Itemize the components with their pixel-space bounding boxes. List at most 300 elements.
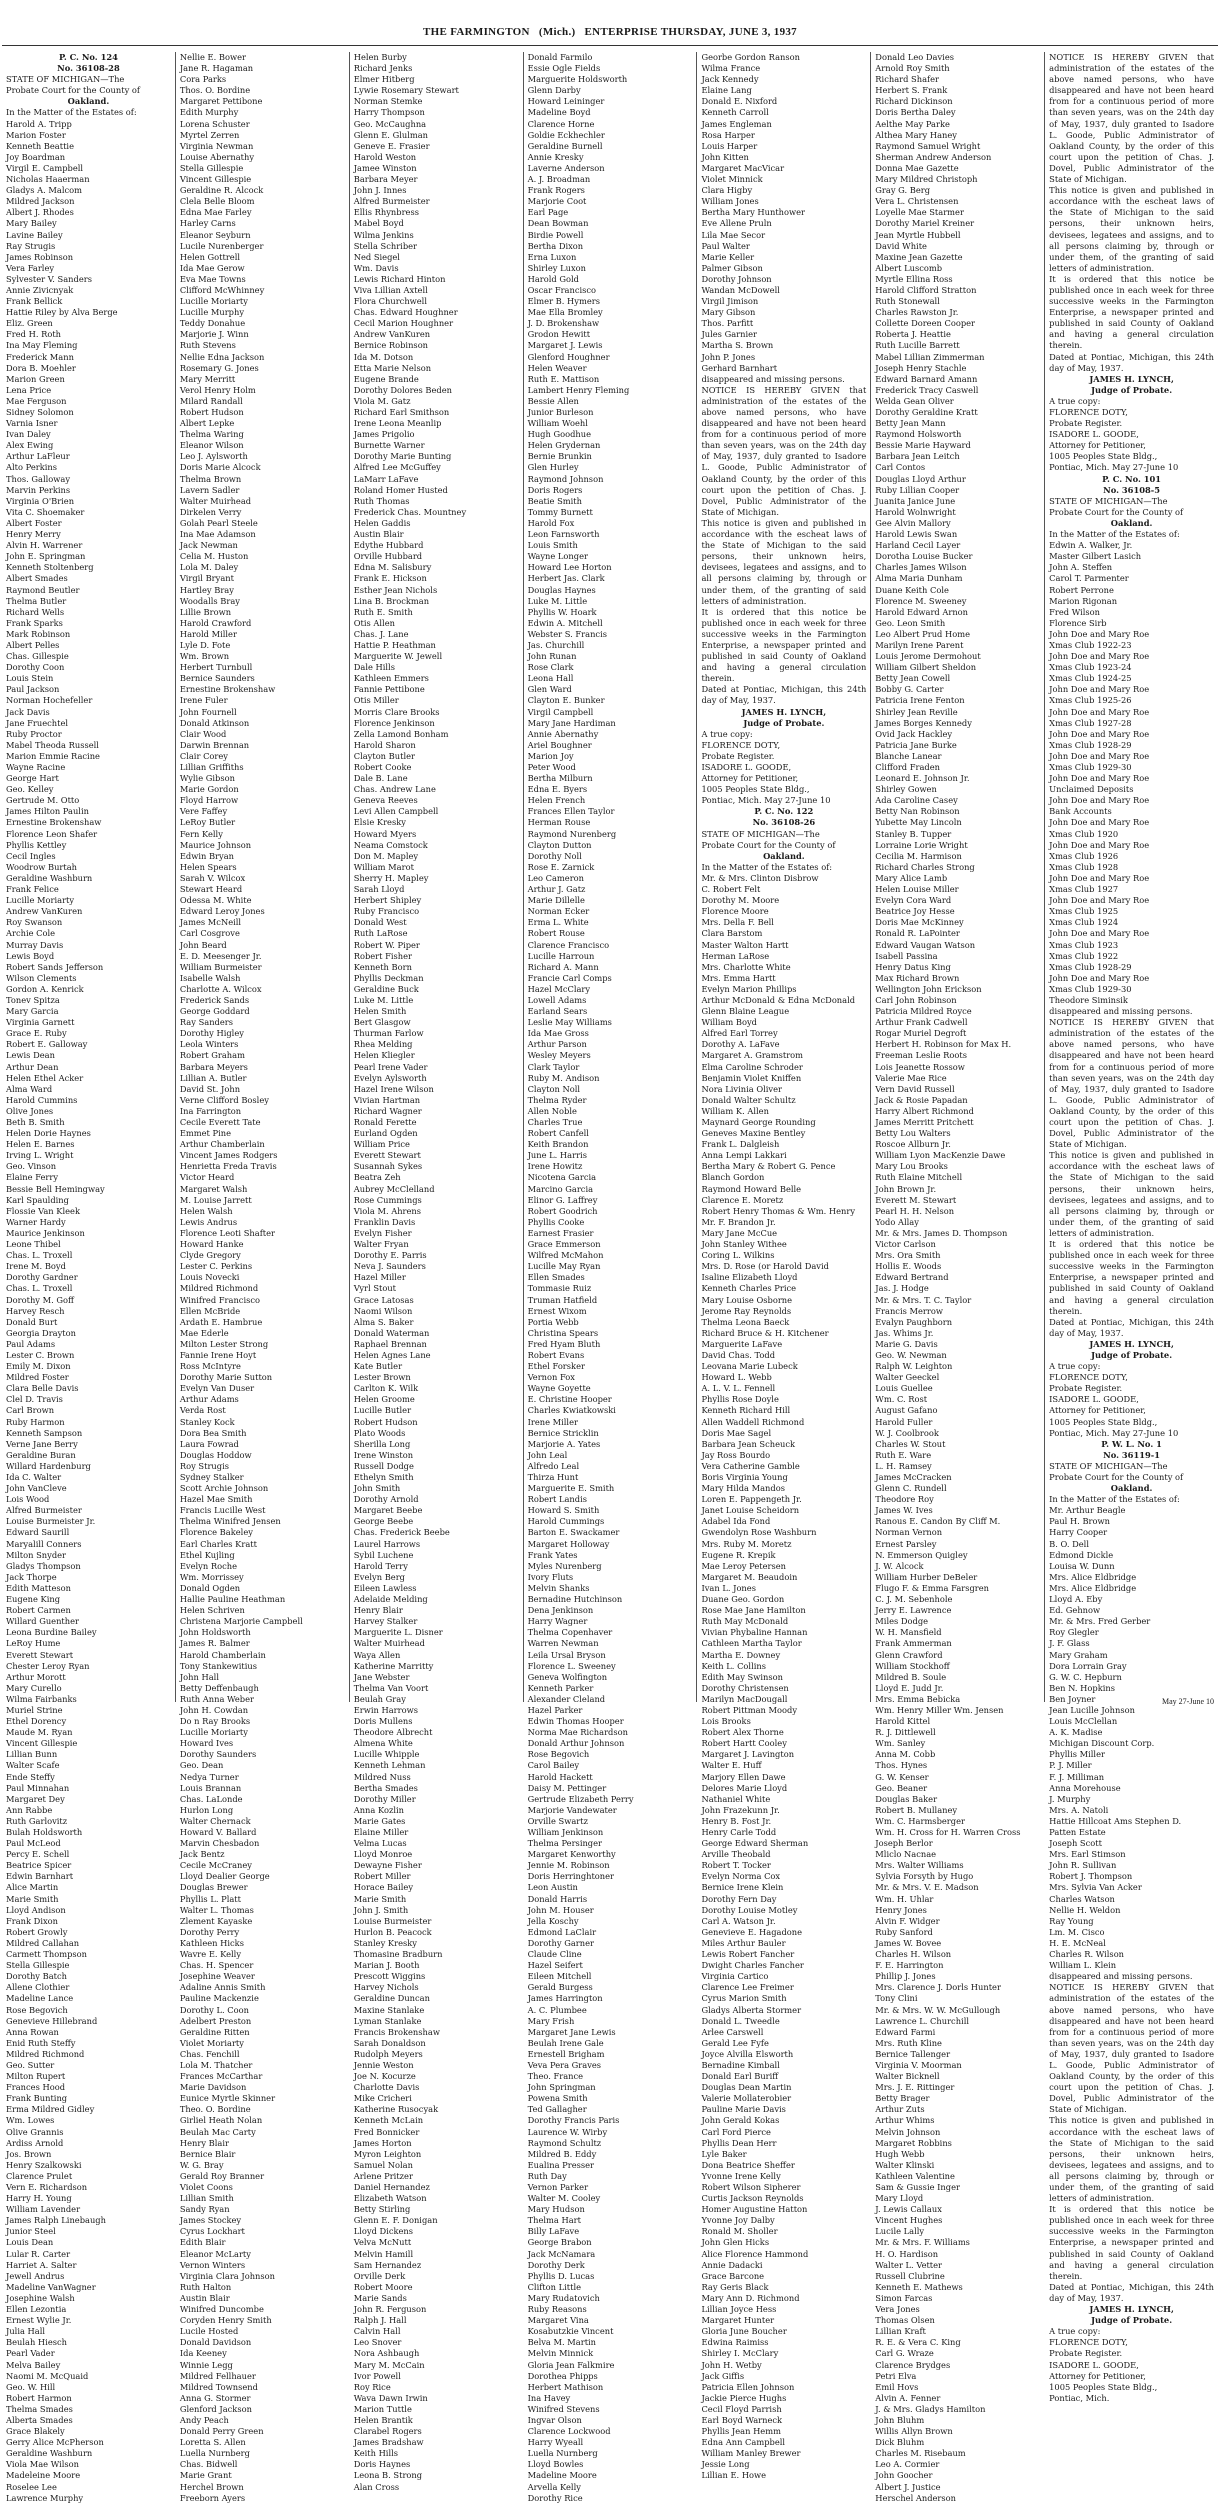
list-item: Raymond Schultz [527, 2137, 602, 2148]
list-item: Chas. J. Lane [353, 628, 409, 639]
list-item: Mary Lloyd [875, 2193, 924, 2204]
notice-paragraph: NOTICE IS HEREBY GIVEN that administration of the estates of the above named persons, who have disappeared and have not been heard from for a continuous period of more than seven years, was on the 24th day of May, 1937, duly granted to Isadore L. Goode, Public Administrator of Oakland County, by the order of this court upon the petition of Chas. J. Dovel, Public Administrator of the State of Michigan. [1049, 1982, 1215, 2115]
list-item: Probate Register. [1049, 418, 1123, 429]
list-item: Xmas Club 1923 [1049, 939, 1119, 950]
list-item: Lm. M. Cisco [1049, 1926, 1105, 1937]
list-item: M. Louise Jarrett [179, 1194, 252, 1205]
list-item: Norman Vernon [875, 1527, 943, 1538]
list-item: Elinor G. Laffrey [527, 1194, 598, 1205]
list-item: Raymond Johnson [527, 473, 604, 484]
list-item: Kosabutzkie Vincent [527, 2326, 614, 2337]
list-item: Mabel Boyd [353, 218, 404, 229]
list-item: George Edward Sherman [701, 1838, 809, 1849]
list-item: Carol T. Parmenter [1049, 573, 1129, 584]
list-item: Ina Havey [527, 2392, 571, 2403]
list-item: Pontiac, Mich. May 27-June 10 [1049, 462, 1179, 473]
list-item: Ivan L. Jones [701, 1582, 756, 1593]
list-item: Flugo F. & Emma Farsgren [875, 1582, 990, 1593]
notice-paragraph: This notice is given and published in accordance with the escheat laws of the State of Michigan to the said persons, their unknown heirs, devisees, legatees and assigns, and to all persons claiming by, through or under them, of the granting of said letters of administration. [1049, 185, 1215, 273]
list-item: John Hall [179, 1671, 219, 1682]
list-item: Bernice Saunders [179, 673, 255, 684]
list-item: Frances Ellen Taylor [527, 806, 615, 817]
list-item: Ellen McBride [179, 1305, 241, 1316]
list-item: Geneve E. Frasier [353, 140, 430, 151]
list-item: John VanCleve [6, 1483, 67, 1494]
list-item: William Boyd [701, 1017, 757, 1028]
list-item: Keith L. Collins [701, 1660, 766, 1671]
list-item: Hazel McClary [527, 983, 591, 994]
list-item: Roy Swanson [6, 917, 63, 928]
list-item: Geo. Vinson [6, 1161, 57, 1172]
list-item: Wayne Longer [527, 551, 588, 562]
list-item: Roy Strugis [179, 1460, 229, 1471]
list-item: Hugh Goodhue [527, 429, 591, 440]
list-item: Edna E. Byers [527, 784, 588, 795]
list-item: Evelyn Roche [179, 1560, 237, 1571]
list-item: Edna M. Salisbury [353, 562, 432, 573]
list-item: Ruth E. Mattison [527, 373, 600, 384]
list-item: Helen Ethel Acker [6, 1072, 84, 1083]
list-item: Gertrude M. Otto [6, 795, 80, 806]
list-item: Frank L. Dalgleish [701, 1139, 780, 1150]
list-item: Donald Earl Buriff [701, 2071, 779, 2082]
list-item: Mrs. Charlotte White [701, 961, 791, 972]
list-item: John Holdsworth [179, 1627, 251, 1638]
list-item: William Woehl [527, 418, 588, 429]
list-item: Louis McClellan [1049, 1716, 1118, 1727]
list-item: Elmer Hitberg [353, 74, 415, 85]
list-item: John Smith [353, 1483, 401, 1494]
list-item: Jos. Brown [6, 2148, 52, 2159]
list-item: Ruth LaRose [353, 928, 408, 939]
footer-dates: May 27-June 10 [1162, 1697, 1214, 1706]
list-item: Mary Hudson [527, 2204, 585, 2215]
list-item: John E. Springman [6, 551, 86, 562]
list-item: Marion Joy [527, 750, 574, 761]
list-item: Ellis Rhynbress [353, 207, 419, 218]
list-item: Ruth May McDonald [701, 1616, 789, 1627]
list-item: Gladys Alberta Stormer [701, 2004, 802, 2015]
list-item: Lucile Hosted [179, 2326, 239, 2337]
list-item: Clayton E. Bunker [527, 695, 605, 706]
list-item: Pontiac, Mich. May 27-June 10 [701, 795, 831, 806]
list-item: Geraldine R. Alcock [179, 185, 264, 196]
list-item: Ronald Ferette [353, 1117, 417, 1127]
list-item: Ardath E. Hambrue [179, 1316, 263, 1327]
list-item: Raphael Brennan [353, 1338, 427, 1349]
list-item: Edward Bertrand [875, 1272, 949, 1283]
list-item: Sarah Lloyd [353, 884, 405, 895]
list-item: Lewis Dean [6, 1050, 55, 1061]
list-item: Emily M. Dixon [6, 1361, 71, 1372]
list-item: disappeared and missing persons. [1049, 1971, 1193, 1982]
list-item: Mary Merritt [179, 373, 236, 384]
list-item: Lewis Robert Fancher [701, 1949, 795, 1960]
list-item: Scott Archie Johnson [179, 1483, 269, 1494]
list-item: Vera Farley [6, 262, 55, 273]
list-item: Lillian Griffiths [179, 762, 244, 772]
list-item: Robert Moore [353, 2281, 413, 2292]
list-item: Wayne Racine [6, 762, 66, 772]
list-item: Wm. C. Harmsberger [875, 1815, 965, 1826]
list-item: Geraldine Buck [353, 983, 419, 994]
list-item: Beatrice Joy Hesse [875, 906, 955, 917]
list-item: Robert Alex Thorne [701, 1727, 784, 1738]
list-item: James Robinson [6, 251, 74, 262]
list-item: Chas. Andrew Lane [353, 784, 436, 795]
list-item: James Harrington [527, 1993, 603, 2004]
list-item: Robert Growly [6, 1926, 68, 1937]
list-item: Walter L. Vetter [875, 2259, 943, 2270]
list-item: Mildred Jackson [6, 196, 75, 207]
list-item: Dorothy Francis Paris [527, 2115, 620, 2126]
list-item: Evelyn Van Duser [179, 1383, 255, 1394]
list-item: Mary Lou Brooks [875, 1161, 948, 1172]
list-item: Vernon Fox [527, 1372, 575, 1383]
notice-paragraph: NOTICE IS HEREBY GIVEN that administration of the estates of the above named persons, who have disappeared and have not been heard from for a continuous period of more than seven years, was on the 24th day of May, 1937, duly granted to Isadore L. Goode, Public Administrator of Oakland County, by the order of this court upon the petition of Chas. J. Dovel, Public Administrator of the State of Michigan. [701, 384, 867, 517]
list-item: Glenford Houghner [527, 351, 610, 362]
list-item: Barbara Jean Leitch [875, 451, 960, 462]
list-item: Evelyn Cora Ward [875, 895, 952, 906]
list-item: Thomasine Bradburn [353, 1949, 443, 1960]
list-item: William Lavender [6, 2204, 81, 2215]
list-item: Patricia Jane Burke [875, 739, 957, 750]
list-item: Lowell Adams [527, 994, 587, 1005]
list-item: Leo Albert Prud Home [875, 628, 971, 639]
list-item: Carl A. Watson Jr. [701, 1915, 776, 1926]
list-item: F. E. Harrington [875, 1960, 944, 1971]
list-item: Doris Mae McKinney [875, 917, 964, 928]
list-item: Virgil Jimison [701, 296, 759, 307]
list-item: James W. Ives [875, 1505, 933, 1516]
list-item: Dorothy Coon [6, 662, 65, 673]
list-item: Robert Cooke [353, 762, 412, 772]
list-item: Alfred Earl Torrey [701, 1028, 778, 1039]
list-item: Stewart Heard [179, 884, 243, 895]
list-item: Alan Cross [353, 2481, 400, 2492]
list-item: Mrs. Alice Eldbridge [1049, 1582, 1137, 1593]
list-item: Thurman Farlow [353, 1028, 424, 1039]
list-item: Wm. C. Rost [875, 1394, 928, 1405]
list-item: Helen Smith [353, 1006, 407, 1017]
list-item: Attorney for Petitioner, [1049, 440, 1146, 451]
list-item: Melvin Minnick [527, 2348, 594, 2359]
list-item: John R. Sullivan [1049, 1860, 1117, 1871]
list-item: Dean Bowman [527, 218, 589, 229]
list-item: Gee Alvin Mallory [875, 517, 951, 528]
list-item: Vera Catherine Gamble [701, 1460, 800, 1471]
list-item: Kenneth Parker [527, 1682, 594, 1693]
list-item: Douglas Brewer [179, 1882, 248, 1893]
list-item: Walter Scafe [6, 1760, 60, 1771]
list-item: George Hart [6, 773, 59, 784]
list-item: Ruth Day [527, 2170, 567, 2181]
list-item: Velma Lucas [353, 1838, 407, 1849]
list-item: Master Gilbert Lasich [1049, 551, 1142, 562]
list-item: John Doe and Mary Roe [1049, 795, 1150, 806]
list-item: Kenneth Richard Hill [701, 1405, 791, 1416]
list-item: Rhea Melding [353, 1039, 413, 1050]
list-item: Orville Swartz [527, 1815, 588, 1826]
list-item: Albert J. Justice [875, 2481, 941, 2492]
list-item: Viola Mae Wilson [6, 2459, 80, 2470]
list-item: Esther Jean Nichols [353, 584, 438, 595]
list-item: Rose E. Zarnick [527, 861, 595, 872]
list-item: Lewis Richard Hinton [353, 273, 446, 284]
list-item: Geraldine Buran [6, 1449, 76, 1460]
list-item: Jamee Winston [353, 162, 417, 173]
list-item: Vernon Winters [179, 2259, 246, 2270]
list-item: Rudolph Meyers [353, 2048, 423, 2059]
list-item: Donna Mae Gazette [875, 162, 959, 173]
list-item: Albert J. Rhodes [6, 207, 74, 218]
list-item: Xmas Club 1923-24 [1049, 662, 1132, 673]
list-item: Robert Canfell [527, 1128, 589, 1139]
list-item: Mr. & Mrs. T. C. Taylor [875, 1294, 972, 1305]
list-item: Tonev Spitza [6, 994, 60, 1005]
list-item: Dorothy Fern Day [701, 1893, 777, 1904]
list-item: Margaret J. Lavington [701, 1749, 795, 1760]
list-item: Raymond Beutler [6, 584, 80, 595]
list-item: Ruth Lucille Barrett [875, 340, 960, 351]
notice-paragraph: It is ordered that this notice be published once in each week for three successive weeks in the Farmington Enterprise, a newspaper printed and published in said County of Oakland and having a general circulation therein. [1049, 2204, 1215, 2281]
list-item: Lucille Murphy [179, 307, 245, 318]
list-item: J. W. Alcock [875, 1560, 924, 1571]
list-item: Edwin Bryan [179, 850, 235, 861]
list-item: Ronald R. LaPointer [875, 928, 960, 939]
list-item: Virgil E. Campbell [6, 162, 84, 173]
list-item: E. Christine Hooper [527, 1394, 612, 1405]
list-item: Robert Miller [353, 1871, 411, 1882]
list-item: Leo Snover [353, 2337, 402, 2348]
list-item: Elma Caroline Schroder [701, 1061, 803, 1072]
list-item: Donald Perry Green [179, 2426, 264, 2437]
list-item: Geo. W. Newman [875, 1349, 947, 1360]
notice-heading: JAMES H. LYNCH, [1089, 373, 1174, 384]
list-item: Geraldine Burnell [527, 140, 603, 151]
list-item: Ida Mae Gross [527, 1028, 589, 1039]
list-item: Raymond Holsworth [875, 429, 962, 440]
list-item: Dorothy Miller [353, 1793, 416, 1804]
list-item: Dorothy Marie Bunting [353, 451, 452, 462]
list-item: Gerhard Barnhart [701, 362, 778, 373]
list-item: Clarence Lockwood [527, 2426, 611, 2437]
list-item: Louis Guellee [875, 1383, 933, 1394]
list-item: Bertha Mary & Robert G. Pence [701, 1161, 836, 1172]
list-item: Mrs. Della F. Bell [701, 917, 774, 928]
list-item: Beth B. Smith [6, 1117, 65, 1127]
list-item: Patricia Irene Fenton [875, 695, 965, 706]
list-item: Marcino Garcia [527, 1183, 594, 1194]
list-item: Palmer Gibson [701, 262, 763, 273]
list-item: Thelma Persinger [527, 1838, 602, 1849]
list-item: Orville Derk [353, 2270, 406, 2281]
list-item: Helen Gottrell [179, 251, 241, 262]
list-item: Lewis Andrus [179, 1216, 238, 1227]
list-item: Irene Miller [527, 1416, 578, 1427]
list-item: FLORENCE DOTY, [701, 739, 781, 750]
list-item: Earl Page [527, 207, 569, 218]
list-item: Thelma Waring [179, 429, 244, 440]
list-item: Chas. H. Spencer [179, 1960, 254, 1971]
list-item: Gladys A. Malcom [6, 185, 82, 196]
list-item: Jules Garnier [701, 329, 757, 340]
masthead-rule [2, 45, 1218, 46]
list-item: Lois Wood [6, 1494, 50, 1505]
list-item: Dorothea Phipps [527, 2370, 598, 2381]
list-item: Shirley I. McClary [701, 2348, 779, 2359]
list-item: Thos. Hynes [875, 1760, 928, 1771]
list-item: Helen Burby [353, 52, 407, 62]
list-item: Virginia Garnett [6, 1017, 75, 1028]
list-item: Harold Clifford Stratton [875, 284, 977, 295]
list-item: Curtis Jackson Reynolds [701, 2193, 804, 2204]
list-item: Donald Arthur Johnson [527, 1738, 625, 1749]
list-item: Helen Gaddis [353, 517, 411, 528]
list-item: Karl Spaulding [6, 1194, 69, 1205]
list-item: Florence Jenkinson [353, 717, 435, 728]
list-item: Rose Cummings [353, 1194, 422, 1205]
list-item: Francis Merrow [875, 1305, 943, 1316]
list-item: Odessa M. White [179, 895, 252, 906]
list-item: Jean Lucille Johnson [1049, 1704, 1135, 1715]
list-item: Geneva Reeves [353, 795, 418, 806]
list-item: Ed. Gehnow [1049, 1605, 1101, 1616]
list-item: Wilma France [701, 63, 761, 74]
list-item: Patten Estate [1049, 1827, 1106, 1837]
list-item: Vere Faffey [179, 806, 228, 817]
list-item: Mary M. McCain [353, 2359, 425, 2370]
list-item: Grace Blakely [6, 2426, 65, 2437]
list-item: Harley Carns [179, 218, 236, 229]
list-item: Mary Garcia [6, 1006, 59, 1017]
list-item: Mildred Richmond [179, 1283, 259, 1294]
list-item: Dick Bluhm [875, 2437, 925, 2448]
list-item: Edmond Dickle [1049, 1549, 1114, 1560]
list-item: Harriet A. Salter [6, 2259, 77, 2270]
list-item: Louis Smith [527, 540, 578, 551]
list-item: Myron Leighton [353, 2148, 422, 2159]
list-item: Mabel Lillian Zimmerman [875, 351, 985, 362]
list-item: Evelyn Aylsworth [353, 1072, 427, 1083]
list-item: Betty Lou Walters [875, 1128, 951, 1139]
list-item: John Doe and Mary Roe [1049, 839, 1150, 850]
list-item: Douglas Dean Martin [701, 2082, 792, 2093]
list-item: Cathleen Martha Taylor [701, 1638, 802, 1649]
list-item: Dorothy Rice [527, 2492, 583, 2503]
list-item: Thelma Hart [527, 2215, 581, 2226]
list-item: Howard Lee Horton [527, 562, 612, 573]
list-item: Ruth E. Smith [353, 606, 413, 617]
list-item: Jack & Rosie Papadan [875, 1094, 968, 1105]
list-item: Fern Kelly [179, 828, 223, 839]
list-item: August Gafano [875, 1405, 938, 1416]
list-item: Marilyn MacDougall [701, 1693, 788, 1704]
list-item: Wm. Henry Miller Wm. Jensen [875, 1704, 1004, 1715]
list-item: Edith Blair [179, 2237, 226, 2248]
list-item: Thelma Ryder [527, 1094, 587, 1105]
list-item: Mrs. Emma Hartt [701, 972, 776, 983]
list-item: Robert Goodrich [527, 1205, 598, 1216]
list-item: Stella Gillespie [179, 162, 244, 173]
list-item: Isabelle Walsh [179, 972, 241, 983]
list-item: Evelyn Marion Phillips [701, 983, 797, 994]
list-item: Zella Lamond Bonham [353, 728, 449, 739]
column-container [2, 52, 1218, 2503]
list-item: Yvonne Irene Kelly [701, 2170, 781, 2181]
list-item: LeRoy Butler [179, 817, 236, 828]
list-item: Cyrus Marion Smith [701, 1993, 787, 2004]
list-item: Milard Randall [179, 395, 243, 406]
list-item: Floyd Harrow [179, 795, 239, 806]
list-item: Viola M. Gatz [353, 395, 411, 406]
list-item: Barbara Meyers [179, 1061, 248, 1072]
list-item: Irene Leona Meanlip [353, 418, 442, 429]
list-item: Ida Keeney [179, 2348, 227, 2359]
list-item: Lambert Henry Fleming [527, 384, 630, 395]
list-item: Marjorie Vandewater [527, 1804, 617, 1815]
list-item: Hazel Irene Wilson [353, 1083, 434, 1094]
list-item: Nellie E. Bower [179, 52, 246, 62]
list-item: Enid Ruth Steffy [6, 2037, 76, 2048]
list-item: Truman Hatfield [527, 1294, 598, 1305]
list-item: Yodo Allay [875, 1216, 919, 1227]
list-item: John Leal [527, 1449, 568, 1460]
list-item: Bertha Mary Hunthower [701, 207, 805, 218]
list-item: Edna Ann Campbell [701, 2437, 786, 2448]
list-item: Flossie Van Kleek [6, 1205, 80, 1216]
list-item: John Doe and Mary Roe [1049, 972, 1150, 983]
list-item: Erna Luxon [527, 251, 577, 262]
masthead-section: ENTERPRISE THURSDAY, JUNE 3, 1937 [584, 26, 797, 38]
list-item: Clifford McWhinney [179, 284, 265, 295]
list-item: Xmas Club 1920 [1049, 828, 1119, 839]
notice-heading: P. C. No. 124 [58, 52, 118, 62]
list-item: STATE OF MICHIGAN—The [701, 828, 820, 839]
list-item: Harry H. Young [6, 2193, 72, 2204]
list-item: Geraldine Washburn [6, 872, 93, 883]
list-item: Robert B. Mullaney [875, 1804, 958, 1815]
list-item: Arthur Zuts [875, 2104, 925, 2115]
notice-heading: No. 36119-1 [1103, 1449, 1160, 1460]
list-item: Emmet Pine [179, 1128, 232, 1139]
list-item: Louis Stein [6, 673, 54, 684]
list-item: Margaret Holloway [527, 1538, 610, 1549]
notice-paragraph: This notice is given and published in accordance with the escheat laws of the State of Michigan to the said persons, their unknown heirs, devisees, legatees and assigns, and to all persons claiming by, through or under them, of the granting of said letters of administration. [1049, 1150, 1215, 1238]
list-item: Marie Grant [179, 2470, 232, 2481]
list-item: Arthur J. Gatz [527, 884, 586, 895]
list-item: Harold A. Tripp [6, 118, 72, 129]
list-item: Joseph Scott [1049, 1838, 1102, 1849]
list-item: Wavre E. Kelly [179, 1949, 242, 1960]
list-item: Ruby M. Andison [527, 1072, 600, 1083]
list-item: Gloria June Boucher [701, 2326, 787, 2337]
list-item: disappeared and missing persons. [701, 373, 845, 384]
list-item: Dora B. Moehler [6, 362, 76, 373]
list-item: A true copy: [701, 728, 753, 739]
list-item: Lucille Moriarty [6, 895, 75, 906]
list-item: Lyle D. Fote [179, 639, 231, 650]
list-item: Raymond Samuel Wright [875, 140, 981, 151]
list-item: Louise Burmeister Jr. [6, 1516, 96, 1527]
list-item: Alfred Lee McGuffey [353, 462, 441, 473]
list-item: Fred H. Roth [6, 329, 62, 340]
list-item: Melvin Shanks [527, 1582, 590, 1593]
list-item: Bobby G. Carter [875, 684, 944, 695]
list-item: Helen Dorie Haynes [6, 1128, 91, 1139]
list-item: John Runan [527, 651, 577, 662]
list-item: Harold Cummins [6, 1094, 78, 1105]
